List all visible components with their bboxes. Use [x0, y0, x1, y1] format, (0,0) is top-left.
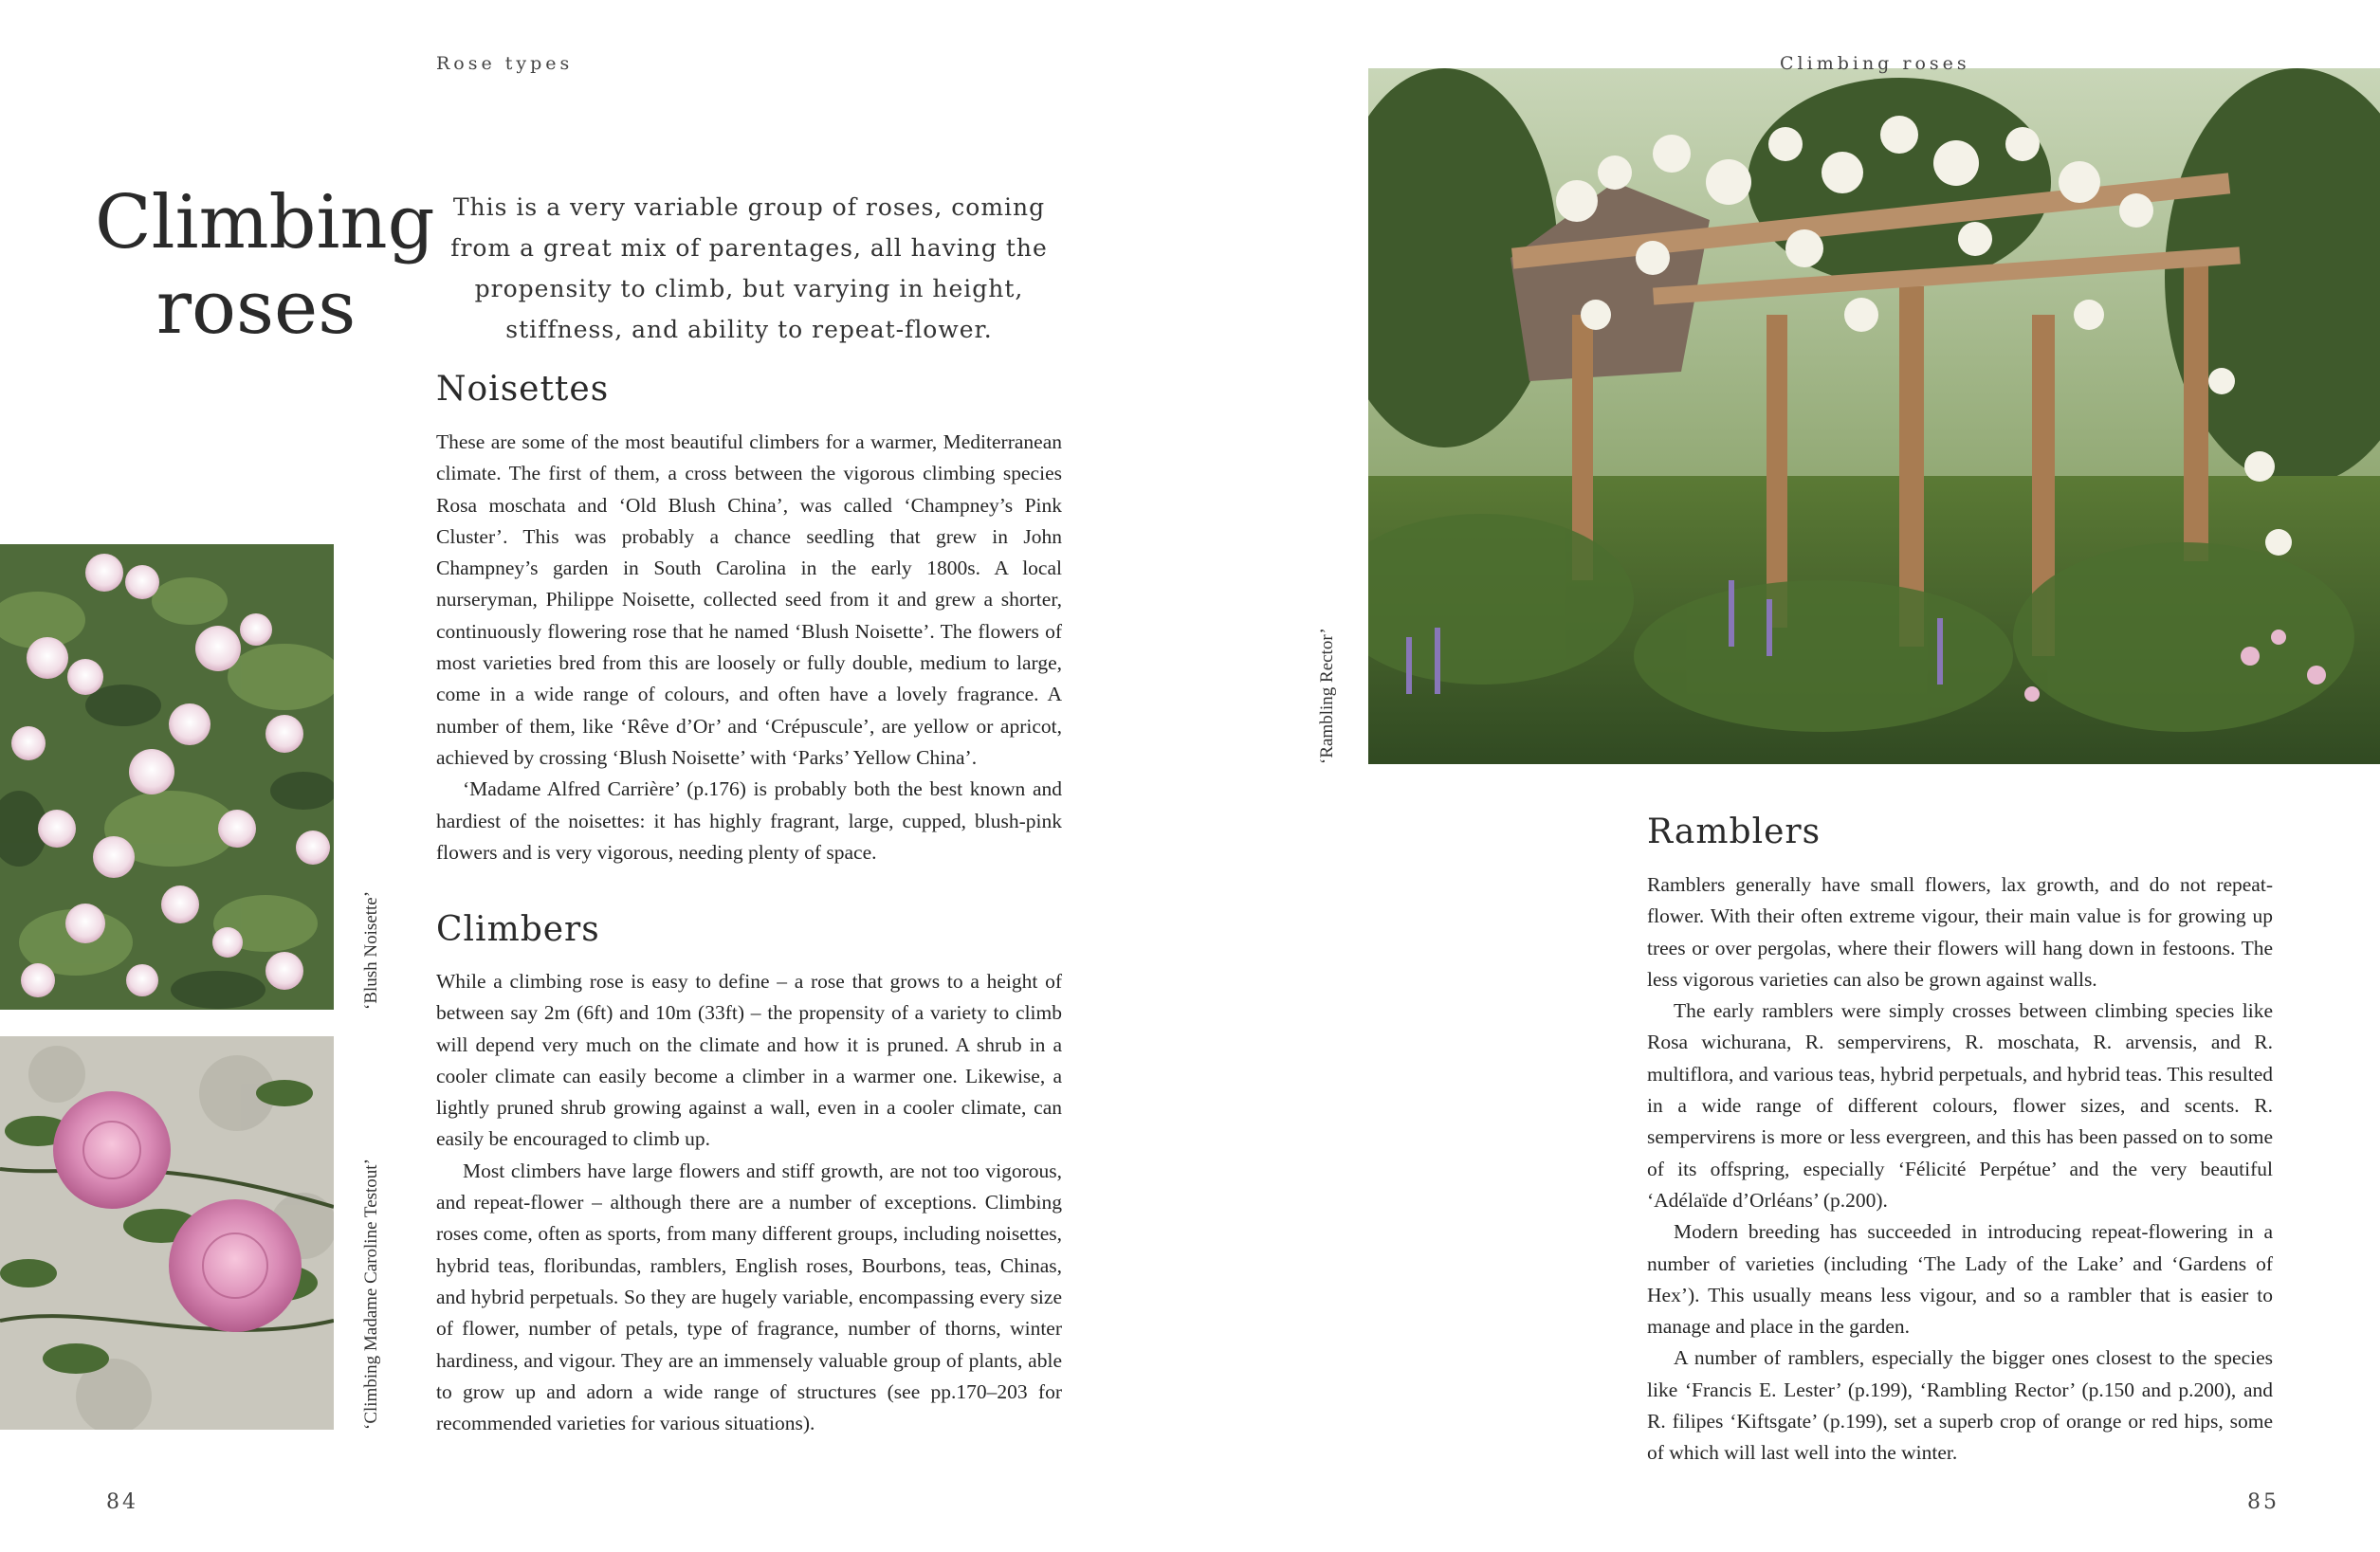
madame-caroline-testout-photo [0, 1036, 334, 1430]
running-head-left: Rose types [436, 53, 574, 74]
noisettes-paragraph-2: ‘Madame Alfred Carrière’ (p.176) is probably both the best known and hardiest of the noisettes: it has highly fragrant, large, cupped, blush-pink flowers and is very vigorous, needing plenty of space. [436, 777, 1062, 864]
ramblers-paragraph-1: Ramblers generally have small flowers, lax growth, and do not repeat-flower. With their often extreme vigour, their main value is for growing up trees or over pergolas, where their flowers will hang down in festoons. The less vigorous varieties can also be grown against walls. [1647, 873, 2273, 991]
ramblers-paragraph-3: Modern breeding has succeeded in introducing repeat-flowering in a number of varieties (including ‘The Lady of the Lake’ and ‘Gardens of Hex’). This usually means less vigour, and so a rambler that is easier to manage and place in the garden. [1647, 1220, 2273, 1339]
climbers-paragraph-1: While a climbing rose is easy to define – a rose that grows to a height of between say 2m (6ft) and 10m (33ft) – the propensity of a variety to climb will depend very much on the climate and how it is pruned. A shrub in a cooler climate can easily become a climber in a warmer one. Likewise, a lightly pruned shrub growing against a wall, even in a cooler climate, can easily be encouraged to climb up. [436, 970, 1062, 1151]
running-head-right: Climbing roses [1780, 53, 1970, 74]
noisettes-heading: Noisettes [436, 370, 610, 409]
caption-rambling-rector: ‘Rambling Rector’ [1317, 628, 1337, 764]
ramblers-paragraph-2: The early ramblers were simply crosses between climbing species like Rosa wichurana, R. sempervirens, R. moschata, R. arvensis, and R. multiflora, and various teas, hybrid perpetuals, and hybrid teas. This resulted in a wide range of different colours, flower sizes, and scents. R. sempervirens is more or less evergreen, and this has been passed on to some of its offspring, especially ‘Félicité Perpétue’ and the very beautiful ‘Adélaïde d’Orléans’ (p.200). [1647, 999, 2273, 1212]
caption-madame-caroline-testout: ‘Climbing Madame Caroline Testout’ [361, 1159, 381, 1430]
caption-blush-noisette: ‘Blush Noisette’ [361, 890, 381, 1010]
intro-paragraph: This is a very variable group of roses, coming from a great mix of parentages, all having the propensity to climb, but varying in height, stiffness, and ability to repeat-flower. [450, 193, 1048, 343]
chapter-title-line1: Climbing [95, 180, 435, 265]
page-number-right: 85 [2247, 1490, 2279, 1514]
climbers-heading: Climbers [436, 910, 600, 949]
ramblers-heading: Ramblers [1647, 813, 1822, 851]
ramblers-paragraph-4: A number of ramblers, especially the bigger ones closest to the species like ‘Francis E. Lester’ (p.199), ‘Rambling Rector’ (p.150 and p.200), and R. filipes ‘Kiftsgate’ (p.199), set a superb crop of orange or red hips, some of which will last well into the winter. [1647, 1346, 2273, 1465]
climbers-body [436, 966, 1062, 1439]
page-number-left: 84 [106, 1490, 138, 1514]
ramblers-body [1647, 869, 2273, 1470]
noisettes-body [436, 427, 1062, 868]
blush-noisette-photo [0, 544, 334, 1010]
climbers-paragraph-2: Most climbers have large flowers and stiff growth, are not too vigorous, and repeat-flower – although there are a number of exceptions. Climbing roses come, often as sports, from many different groups, including noisettes, hybrid teas, floribundas, ramblers, English roses, Bourbons, teas, Chinas, and hybrid perpetuals. So they are hugely variable, encompassing every size of flower, number of petals, type of fragrance, number of thorns, winter hardiness, and vigour. They are an immensely valuable group of plants, able to grow up and adorn a wide range of structures (see pp.170–203 for recommended varieties for various situations). [436, 1159, 1062, 1435]
chapter-title [95, 180, 435, 351]
noisettes-paragraph-1: These are some of the most beautiful climbers for a warmer, Mediterranean climate. The first of them, a cross between the vigorous climbing species Rosa moschata and ‘Old Blush China’, was called ‘Champney’s Pink Cluster’. This was probably a chance seedling that grew in John Champney’s garden in South Carolina in the early 1800s. A local nurseryman, Philippe Noisette, collected seed from it and grew a shorter, continuously flowering rose that he named ‘Blush Noisette’. The flowers of most varieties bred from this are loosely or fully double, medium to large, come in a wide range of colours, and often have a lovely fragrance. A number of them, like ‘Rêve d’Or’ and ‘Crépuscule’, are yellow or apricot, achieved by crossing ‘Blush Noisette’ with ‘Parks’ Yellow China’. [436, 430, 1062, 769]
rambling-rector-photo [1368, 68, 2380, 764]
chapter-title-line2: roses [156, 265, 357, 351]
